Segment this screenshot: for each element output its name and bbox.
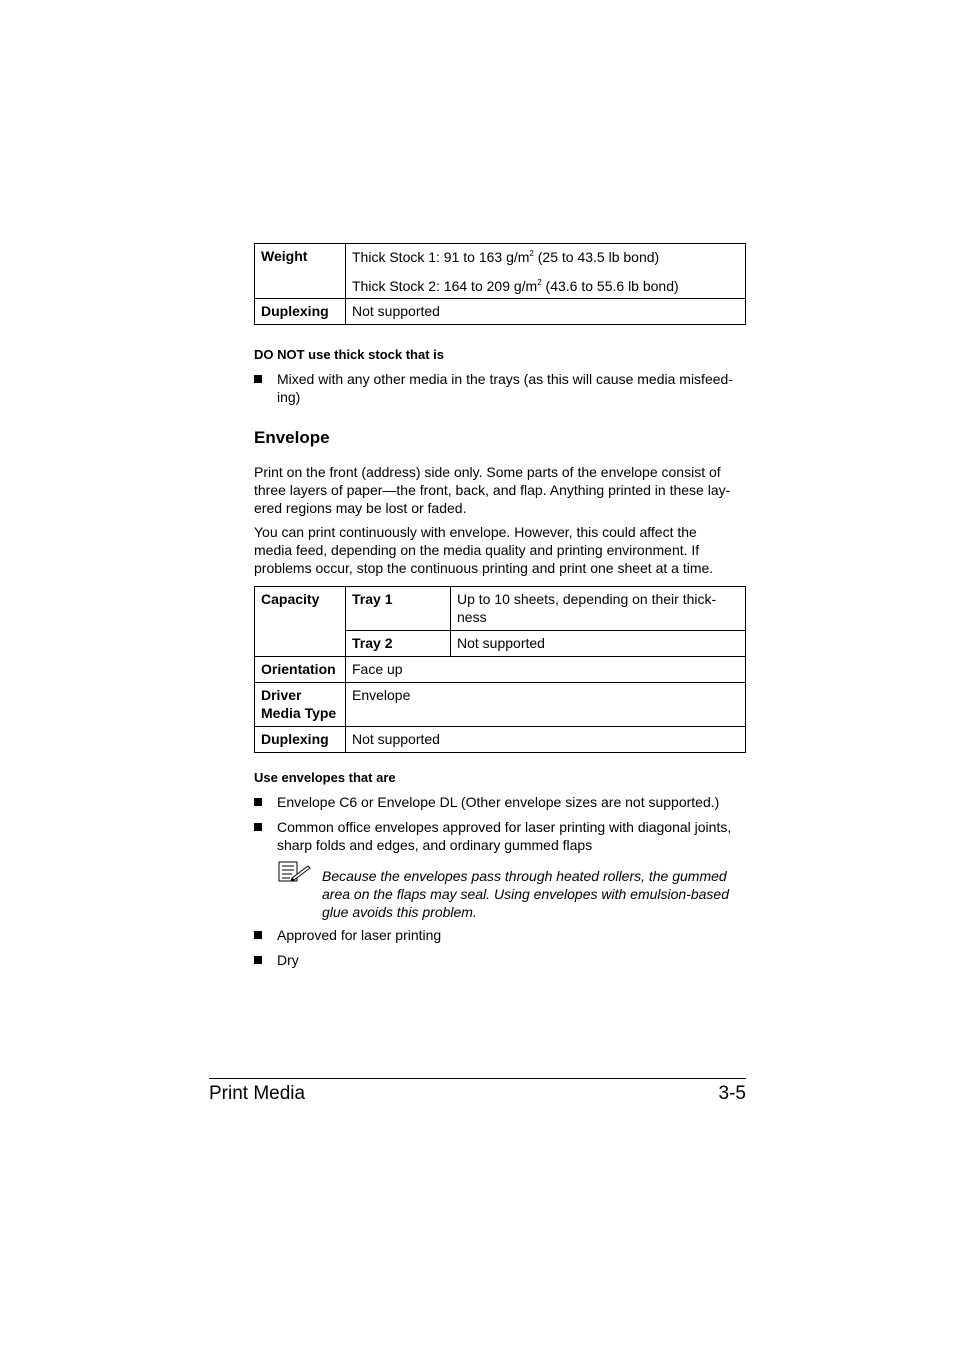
list-item-text: Common office envelopes approved for laser printing with diagonal joints, sharp folds and edges, and ordinary gummed flaps xyxy=(277,819,732,853)
capacity-label: Capacity xyxy=(255,587,346,657)
note-text: Because the envelopes pass through heated rollers, the gummed area on the flaps may seal. Using envelopes with emulsion-based glue avoids this problem. xyxy=(322,868,730,920)
thick-warning-heading: DO NOT use thick stock that is xyxy=(254,347,444,362)
tray2-value: Not supported xyxy=(451,631,746,657)
driver-media-type-label: Driver Media Type xyxy=(255,683,346,727)
envelope-paragraph-2: You can print continuously with envelope. However, this could affect the media feed, depending on the media quality and printing environment. If problems occur, stop the continuous printing and print one sheet at a time. xyxy=(254,524,714,576)
weight-value: Thick Stock 1: 91 to 163 $g/m^2$ (25 to 43.5 lb bond) Thick Stock 2: 164 to 209 $g/m^2$ (43.6 to 55.6 lb bond) xyxy=(346,244,746,299)
envelope-table xyxy=(254,586,746,753)
tray1-label: Tray 1 xyxy=(346,587,451,631)
tray1-value: Up to 10 sheets, depending on their thick- ness xyxy=(451,587,746,631)
duplexing-value: Not supported xyxy=(346,299,746,325)
use-envelopes-heading: Use envelopes that are xyxy=(254,770,396,785)
list-item-text: Approved for laser printing xyxy=(277,927,442,943)
envelope-duplexing-value: Not supported xyxy=(346,727,746,753)
note-icon xyxy=(278,861,312,883)
page-number: 3-5 xyxy=(718,1083,746,1104)
footer-rule xyxy=(209,1078,746,1079)
bullet-square-icon xyxy=(254,956,262,964)
list-item-text: Dry xyxy=(277,952,299,968)
orientation-value: Face up xyxy=(346,657,746,683)
footer-title: Print Media xyxy=(209,1083,306,1104)
weight-label: Weight xyxy=(255,244,346,299)
envelope-duplexing-label: Duplexing xyxy=(255,727,346,753)
envelope-heading: Envelope xyxy=(254,428,330,447)
driver-media-type-value: Envelope xyxy=(346,683,746,727)
tray2-label: Tray 2 xyxy=(346,631,451,657)
bullet-square-icon xyxy=(254,823,262,831)
weight-table xyxy=(254,243,746,325)
bullet-square-icon xyxy=(254,798,262,806)
bullet-square-icon xyxy=(254,375,262,383)
envelope-paragraph-1: Print on the front (address) side only. Some parts of the envelope consist of three layers of paper—the front, back, and flap. Anything printed in these lay- ered regions may be lost or faded. xyxy=(254,464,731,516)
list-item-text: Mixed with any other media in the trays (as this will cause media misfeed- ing) xyxy=(277,371,733,405)
orientation-label: Orientation xyxy=(255,657,346,683)
bullet-square-icon xyxy=(254,931,262,939)
list-item-text: Envelope C6 or Envelope DL (Other envelope sizes are not supported.) xyxy=(277,794,720,810)
duplexing-label: Duplexing xyxy=(255,299,346,325)
